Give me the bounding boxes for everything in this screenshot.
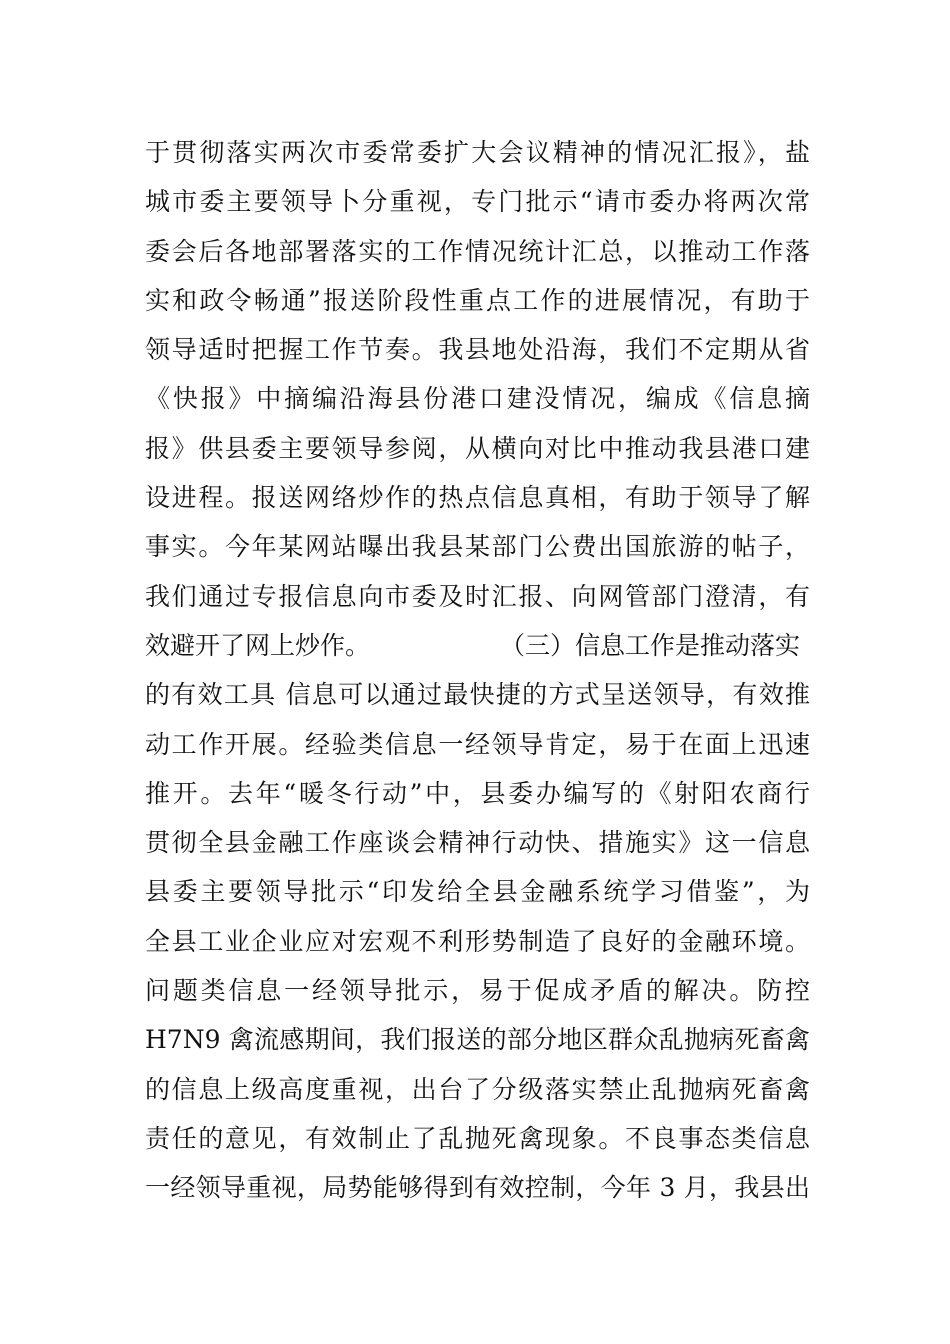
text-line-5: 领导适时把握工作节奏。我县地处沿海，我们不定期从省 [145, 335, 810, 365]
text-line-15: 贯彻全县金融工作座谈会精神行动快、措施实》这一信息 [145, 828, 810, 858]
text-line-12: 的有效工具 信息可以通过最快捷的方式呈送领导，有效推 [145, 680, 810, 710]
text-line-1: 于贯彻落实两次市委常委扩大会议精神的情况汇报》，盐 [145, 138, 810, 167]
text-line-17: 全县工业企业应对宏观不利形势制造了良好的金融环境。 [145, 926, 810, 956]
section-heading-3: （三）信息工作是推动落实 [500, 630, 801, 660]
text-line-13: 动工作开展。经验类信息一经领导肯定，易于在面上迅速 [145, 729, 810, 759]
text-line-22: 一经领导重视，局势能够得到有效控制，今年 3 月，我县出 [145, 1173, 810, 1203]
text-line-20: 的信息上级高度重视，出台了分级落实禁止乱抛病死畜禽 [145, 1074, 810, 1104]
text-line-6: 《快报》中摘编沿海县份港口建没情况，编成《信息摘 [145, 384, 810, 414]
text-line-9: 事实。今年某网站曝出我县某部门公费出国旅游的帖子， [145, 532, 810, 562]
text-line-19: H7N9 禽流感期间，我们报送的部分地区群众乱抛病死畜禽 [145, 1025, 810, 1055]
text-line-16: 县委主要领导批示“印发给全县金融系统学习借鉴”，为 [145, 877, 810, 907]
body-text [145, 128, 810, 1213]
text-line-2: 城市委主要领导卜分重视，专门批示“请市委办将两次常 [145, 187, 810, 217]
text-line-3: 委会后各地部署落实的工作情况统计汇总，以推动工作落 [145, 236, 810, 266]
text-line-10: 我们通过专报信息向市委及时汇报、向网管部门澄清，有 [145, 581, 810, 611]
text-line-21: 责任的意见，有效制止了乱抛死禽现象。不良事态类信息 [145, 1123, 810, 1153]
text-line-18: 问题类信息一经领导批示，易于促成矛盾的解决。防控 [145, 976, 810, 1006]
text-line-7: 报》供县委主要领导参阅，从横向对比中推动我县港口建 [145, 433, 810, 463]
text-line-14: 推开。去年“暖冬行动”中，县委办编写的《射阳农商行 [145, 778, 810, 808]
text-line-4: 实和政令畅通”报送阶段性重点工作的进展情况，有助于 [145, 285, 810, 315]
text-line-11-part-1: 效避开了网上炒作。 [145, 630, 371, 660]
text-line-11 [145, 621, 810, 670]
text-line-8: 设进程。报送网络炒作的热点信息真相，有助于领导了解 [145, 483, 810, 513]
